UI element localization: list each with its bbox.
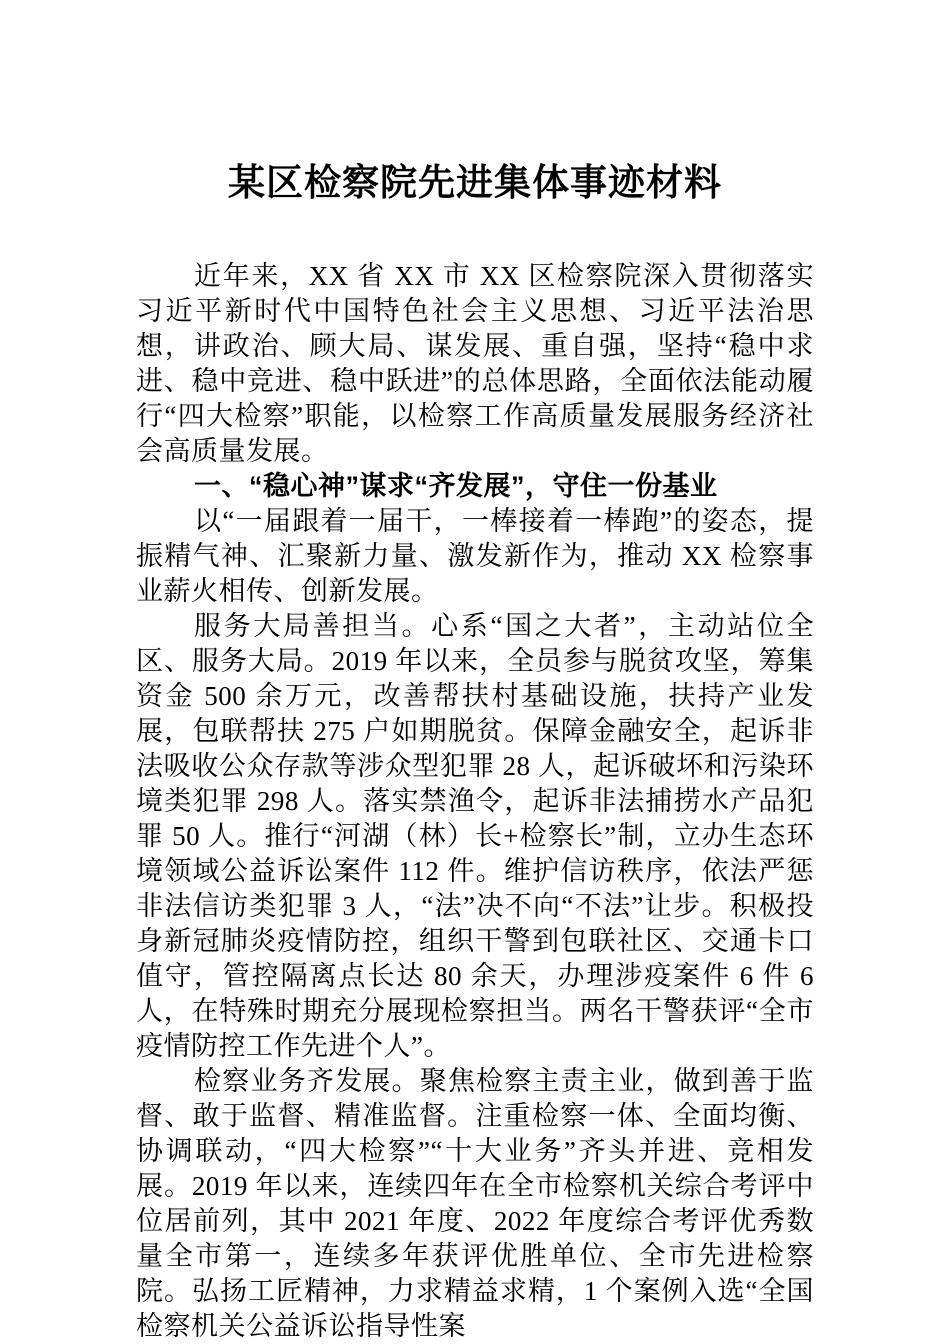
document-body <box>0 205 950 1344</box>
section-heading-1: 一、“稳心神”谋求“齐发展”，守住一份基业 <box>194 471 718 501</box>
paragraph-procuratorial-work: 检察业务齐发展。聚焦检察主责主业，做到善于监督、敢于监督、精准监督。注重检察一体、全面均衡、协调联动，“四大检察”“十大业务”齐头并进、竞相发展。2019 年以来，连续四年在全市检察机关综合考评中位居前列，其中 2021 年度、2022 年度综合考评优秀数量全市第一，连续多年获评优胜单位、全市先进检察院。弘扬工匠精神，力求精益求精，1 个案例入选“全国检察机关公益诉讼指导性案 <box>136 1066 814 1341</box>
paragraph-service-overview: 服务大局善担当。心系“国之大者”，主动站位全区、服务大局。2019 年以来，全员参与脱贫攻坚，筹集资金 500 余万元，改善帮扶村基础设施，扶持产业发展，包联帮扶 275 户如期脱贫。保障金融安全，起诉非法吸收公众存款等涉众型犯罪 28 人，起诉破坏和污染环境类犯罪 298 人。落实禁渔令，起诉非法捕捞水产品犯罪 50 人。推行“河湖（林）长+检察长”制，立办生态环境领域公益诉讼案件 112 件。维护信访秩序，依法严惩非法信访类犯罪 3 人，“法”决不向“不法”让步。积极投身新冠肺炎疫情防控，组织干警到包联社区、交通卡口值守，管控隔离点长达 80 余天，办理涉疫案件 6 件 6 人，在特殊时期充分展现检察担当。两名干警获评“全市疫情防控工作先进个人”。 <box>136 611 814 1061</box>
document-title: 某区检察院先进集体事迹材料 <box>228 163 722 204</box>
paragraph-section1-lead: 以“一届跟着一届干，一棒接着一棒跑”的姿态，提振精气神、汇聚新力量、激发新作为，推动 XX 检察事业薪火相传、创新发展。 <box>136 506 814 606</box>
paragraph-intro: 近年来，XX 省 XX 市 XX 区检察院深入贯彻落实习近平新时代中国特色社会主义思想、习近平法治思想，讲政治、顾大局、谋发展、重自强，坚持“稳中求进、稳中竞进、稳中跃进”的总体思路，全面依法能动履行“四大检察”职能，以检察工作高质量发展服务经济社会高质量发展。 <box>136 261 814 466</box>
